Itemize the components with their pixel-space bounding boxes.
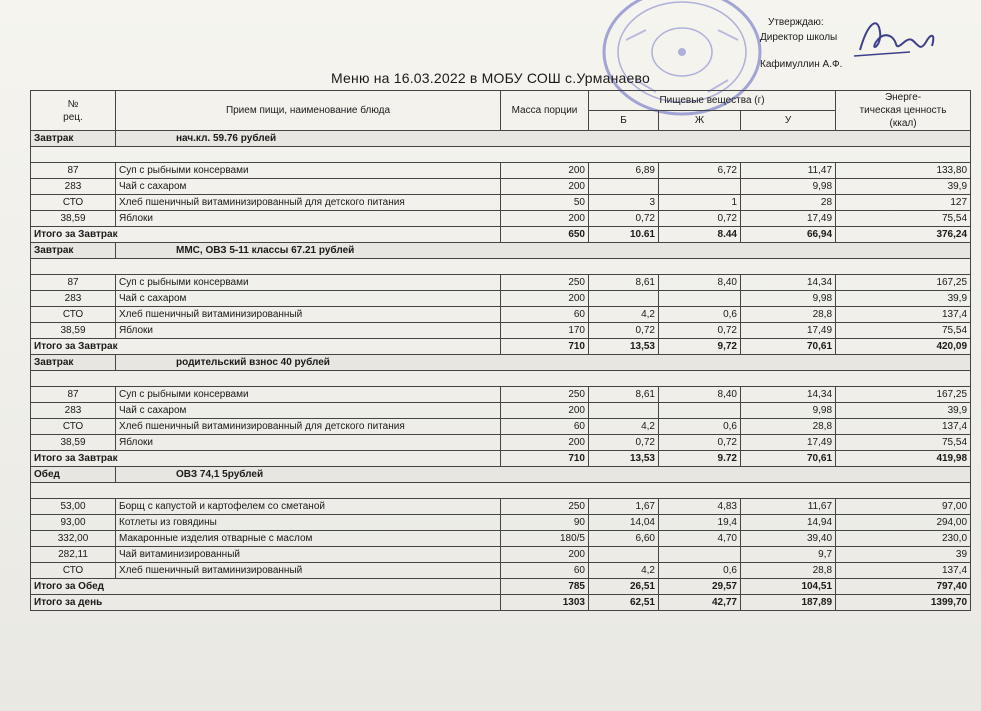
row-name: Борщ с капустой и картофелем со сметаной <box>116 499 501 515</box>
row-name: Котлеты из говядины <box>116 515 501 531</box>
total-label: Итого за Завтрак <box>31 451 501 467</box>
total-label: Итого за Обед <box>31 579 501 595</box>
row-b: 4,2 <box>589 307 659 323</box>
row-kcal: 137,4 <box>836 419 971 435</box>
table-row <box>31 211 971 227</box>
row-u: 28,8 <box>741 307 836 323</box>
row-name: Чай с сахаром <box>116 291 501 307</box>
row-rec: 282,11 <box>31 547 116 563</box>
header-b: Б <box>589 111 659 131</box>
row-zh: 0,72 <box>659 435 741 451</box>
header-meal: Прием пищи, наименование блюда <box>116 91 501 131</box>
total-u: 66,94 <box>741 227 836 243</box>
row-b: 4,2 <box>589 419 659 435</box>
table-row <box>31 163 971 179</box>
total-mass: 785 <box>501 579 589 595</box>
header-energy-2: тическая ценность <box>859 105 947 116</box>
row-u: 28 <box>741 195 836 211</box>
row-kcal: 127 <box>836 195 971 211</box>
row-b: 1,67 <box>589 499 659 515</box>
total-mass: 710 <box>501 339 589 355</box>
total-kcal: 376,24 <box>836 227 971 243</box>
total-u: 104,51 <box>741 579 836 595</box>
row-u: 11,47 <box>741 163 836 179</box>
row-u: 9,7 <box>741 547 836 563</box>
header-energy-1: Энерге- <box>884 92 922 103</box>
row-mass: 180/5 <box>501 531 589 547</box>
row-mass: 250 <box>501 275 589 291</box>
spacer-row <box>31 147 971 163</box>
table-row <box>31 403 971 419</box>
row-rec: 283 <box>31 291 116 307</box>
row-rec: СТО <box>31 419 116 435</box>
row-name: Хлеб пшеничный витаминизированный для детского питания <box>116 419 501 435</box>
row-name: Яблоки <box>116 435 501 451</box>
row-b: 4,2 <box>589 563 659 579</box>
menu-table <box>30 90 971 611</box>
spacer-row <box>31 483 971 499</box>
day-total-mass: 1303 <box>501 595 589 611</box>
total-u: 70,61 <box>741 339 836 355</box>
total-kcal: 420,09 <box>836 339 971 355</box>
table-row <box>31 275 971 291</box>
row-u: 17,49 <box>741 211 836 227</box>
row-name: Суп с рыбными консервами <box>116 163 501 179</box>
row-b: 0,72 <box>589 435 659 451</box>
table-row <box>31 547 971 563</box>
row-name: Хлеб пшеничный витаминизированный <box>116 307 501 323</box>
row-rec: 87 <box>31 387 116 403</box>
total-zh: 9.72 <box>659 451 741 467</box>
row-mass: 90 <box>501 515 589 531</box>
section-header <box>31 467 971 483</box>
row-u: 39,40 <box>741 531 836 547</box>
row-kcal: 294,00 <box>836 515 971 531</box>
row-name: Хлеб пшеничный витаминизированный <box>116 563 501 579</box>
total-label: Итого за Завтрак <box>31 339 501 355</box>
row-b: 8,61 <box>589 387 659 403</box>
section-note: родительский взнос 40 рублей <box>116 355 971 371</box>
table-row <box>31 499 971 515</box>
director-signature-icon <box>850 12 940 64</box>
row-kcal: 167,25 <box>836 275 971 291</box>
section-meal: Завтрак <box>31 243 116 259</box>
day-total-label: Итого за день <box>31 595 501 611</box>
approval-line-3: Кафимуллин А.Ф. <box>760 59 843 70</box>
total-mass: 710 <box>501 451 589 467</box>
total-zh: 29,57 <box>659 579 741 595</box>
row-mass: 60 <box>501 307 589 323</box>
row-mass: 250 <box>501 499 589 515</box>
total-b: 13,53 <box>589 339 659 355</box>
day-total-b: 62,51 <box>589 595 659 611</box>
row-zh: 0,6 <box>659 563 741 579</box>
row-zh: 4,83 <box>659 499 741 515</box>
row-u: 14,34 <box>741 275 836 291</box>
table-row <box>31 419 971 435</box>
row-name: Суп с рыбными консервами <box>116 387 501 403</box>
row-mass: 200 <box>501 163 589 179</box>
row-mass: 200 <box>501 547 589 563</box>
section-total-row <box>31 339 971 355</box>
row-rec: 93,00 <box>31 515 116 531</box>
section-header <box>31 131 971 147</box>
spacer-row <box>31 371 971 387</box>
header-u: У <box>741 111 836 131</box>
table-row <box>31 323 971 339</box>
row-rec: СТО <box>31 307 116 323</box>
row-name: Чай витаминизированный <box>116 547 501 563</box>
row-kcal: 137,4 <box>836 563 971 579</box>
day-total-kcal: 1399,70 <box>836 595 971 611</box>
row-mass: 170 <box>501 323 589 339</box>
row-name: Макаронные изделия отварные с маслом <box>116 531 501 547</box>
row-zh: 8,40 <box>659 387 741 403</box>
row-zh <box>659 179 741 195</box>
row-zh: 1 <box>659 195 741 211</box>
header-rec <box>31 91 116 131</box>
day-total-zh: 42,77 <box>659 595 741 611</box>
row-mass: 60 <box>501 563 589 579</box>
section-total-row <box>31 579 971 595</box>
section-meal: Завтрак <box>31 131 116 147</box>
spacer-row <box>31 259 971 275</box>
total-kcal: 797,40 <box>836 579 971 595</box>
row-mass: 60 <box>501 419 589 435</box>
spacer-cell <box>31 483 971 499</box>
row-u: 14,94 <box>741 515 836 531</box>
header-nutrients: Пищевые вещества (г) <box>589 91 836 111</box>
row-kcal: 137,4 <box>836 307 971 323</box>
row-u: 9,98 <box>741 291 836 307</box>
row-kcal: 230,0 <box>836 531 971 547</box>
row-rec: 283 <box>31 403 116 419</box>
row-rec: 87 <box>31 163 116 179</box>
row-zh: 0,72 <box>659 211 741 227</box>
total-zh: 9,72 <box>659 339 741 355</box>
row-b: 8,61 <box>589 275 659 291</box>
total-u: 70,61 <box>741 451 836 467</box>
table-row <box>31 291 971 307</box>
section-meal: Обед <box>31 467 116 483</box>
row-b: 6,89 <box>589 163 659 179</box>
row-name: Яблоки <box>116 323 501 339</box>
row-mass: 200 <box>501 291 589 307</box>
row-zh: 8,40 <box>659 275 741 291</box>
row-kcal: 39,9 <box>836 291 971 307</box>
section-note: ОВЗ 74,1 5рублей <box>116 467 971 483</box>
row-u: 28,8 <box>741 419 836 435</box>
header-num: № <box>67 98 79 110</box>
spacer-cell <box>31 259 971 275</box>
total-label: Итого за Завтрак <box>31 227 501 243</box>
table-row <box>31 515 971 531</box>
row-rec: 283 <box>31 179 116 195</box>
row-rec: 38,59 <box>31 211 116 227</box>
header-energy-3: (ккал) <box>889 118 917 129</box>
approval-line-2: Директор школы <box>760 32 838 43</box>
section-note: нач.кл. 59.76 рублей <box>116 131 971 147</box>
row-u: 9,98 <box>741 179 836 195</box>
header-zh: Ж <box>659 111 741 131</box>
section-header <box>31 243 971 259</box>
row-zh <box>659 403 741 419</box>
section-header <box>31 355 971 371</box>
header-mass: Масса порции <box>501 91 589 131</box>
row-zh: 19,4 <box>659 515 741 531</box>
row-b: 14,04 <box>589 515 659 531</box>
row-u: 17,49 <box>741 323 836 339</box>
row-rec: 38,59 <box>31 435 116 451</box>
row-zh <box>659 547 741 563</box>
section-note: ММС, ОВЗ 5-11 классы 67.21 рублей <box>116 243 971 259</box>
row-u: 14,34 <box>741 387 836 403</box>
row-rec: СТО <box>31 563 116 579</box>
total-kcal: 419,98 <box>836 451 971 467</box>
row-zh: 0,6 <box>659 419 741 435</box>
row-rec: 38,59 <box>31 323 116 339</box>
table-row <box>31 307 971 323</box>
row-u: 9,98 <box>741 403 836 419</box>
row-rec: 332,00 <box>31 531 116 547</box>
table-row <box>31 435 971 451</box>
row-zh <box>659 291 741 307</box>
row-kcal: 133,80 <box>836 163 971 179</box>
row-name: Чай с сахаром <box>116 179 501 195</box>
row-b: 0,72 <box>589 211 659 227</box>
section-meal: Завтрак <box>31 355 116 371</box>
row-mass: 200 <box>501 179 589 195</box>
total-mass: 650 <box>501 227 589 243</box>
row-mass: 250 <box>501 387 589 403</box>
row-rec: СТО <box>31 195 116 211</box>
row-name: Суп с рыбными консервами <box>116 275 501 291</box>
table-row <box>31 563 971 579</box>
row-b: 0,72 <box>589 323 659 339</box>
header-energy <box>836 91 971 131</box>
row-kcal: 167,25 <box>836 387 971 403</box>
row-rec: 53,00 <box>31 499 116 515</box>
row-zh: 6,72 <box>659 163 741 179</box>
row-kcal: 39,9 <box>836 179 971 195</box>
row-mass: 200 <box>501 435 589 451</box>
row-kcal: 75,54 <box>836 323 971 339</box>
row-name: Чай с сахаром <box>116 403 501 419</box>
total-b: 13,53 <box>589 451 659 467</box>
day-total-row <box>31 595 971 611</box>
table-row <box>31 179 971 195</box>
row-u: 11,67 <box>741 499 836 515</box>
total-b: 26,51 <box>589 579 659 595</box>
approval-line-1: Утверждаю: <box>768 17 824 28</box>
row-name: Яблоки <box>116 211 501 227</box>
row-zh: 0,72 <box>659 323 741 339</box>
row-u: 28,8 <box>741 563 836 579</box>
total-b: 10.61 <box>589 227 659 243</box>
row-kcal: 97,00 <box>836 499 971 515</box>
row-rec: 87 <box>31 275 116 291</box>
row-kcal: 39 <box>836 547 971 563</box>
row-kcal: 75,54 <box>836 211 971 227</box>
spacer-cell <box>31 371 971 387</box>
row-kcal: 75,54 <box>836 435 971 451</box>
table-row <box>31 387 971 403</box>
table-row <box>31 195 971 211</box>
row-zh: 0,6 <box>659 307 741 323</box>
page-title: Меню на 16.03.2022 в МОБУ СОШ с.Урманаево <box>331 70 650 86</box>
row-b <box>589 291 659 307</box>
row-b: 6,60 <box>589 531 659 547</box>
row-b <box>589 403 659 419</box>
row-name: Хлеб пшеничный витаминизированный для детского питания <box>116 195 501 211</box>
spacer-cell <box>31 147 971 163</box>
row-u: 17,49 <box>741 435 836 451</box>
row-kcal: 39,9 <box>836 403 971 419</box>
row-zh: 4,70 <box>659 531 741 547</box>
menu-body <box>31 131 971 611</box>
section-total-row <box>31 451 971 467</box>
table-row <box>31 531 971 547</box>
header-rec-label: рец. <box>63 111 83 123</box>
row-mass: 50 <box>501 195 589 211</box>
row-b <box>589 547 659 563</box>
section-total-row <box>31 227 971 243</box>
total-zh: 8.44 <box>659 227 741 243</box>
row-b <box>589 179 659 195</box>
day-total-u: 187,89 <box>741 595 836 611</box>
row-mass: 200 <box>501 211 589 227</box>
row-mass: 200 <box>501 403 589 419</box>
row-b: 3 <box>589 195 659 211</box>
